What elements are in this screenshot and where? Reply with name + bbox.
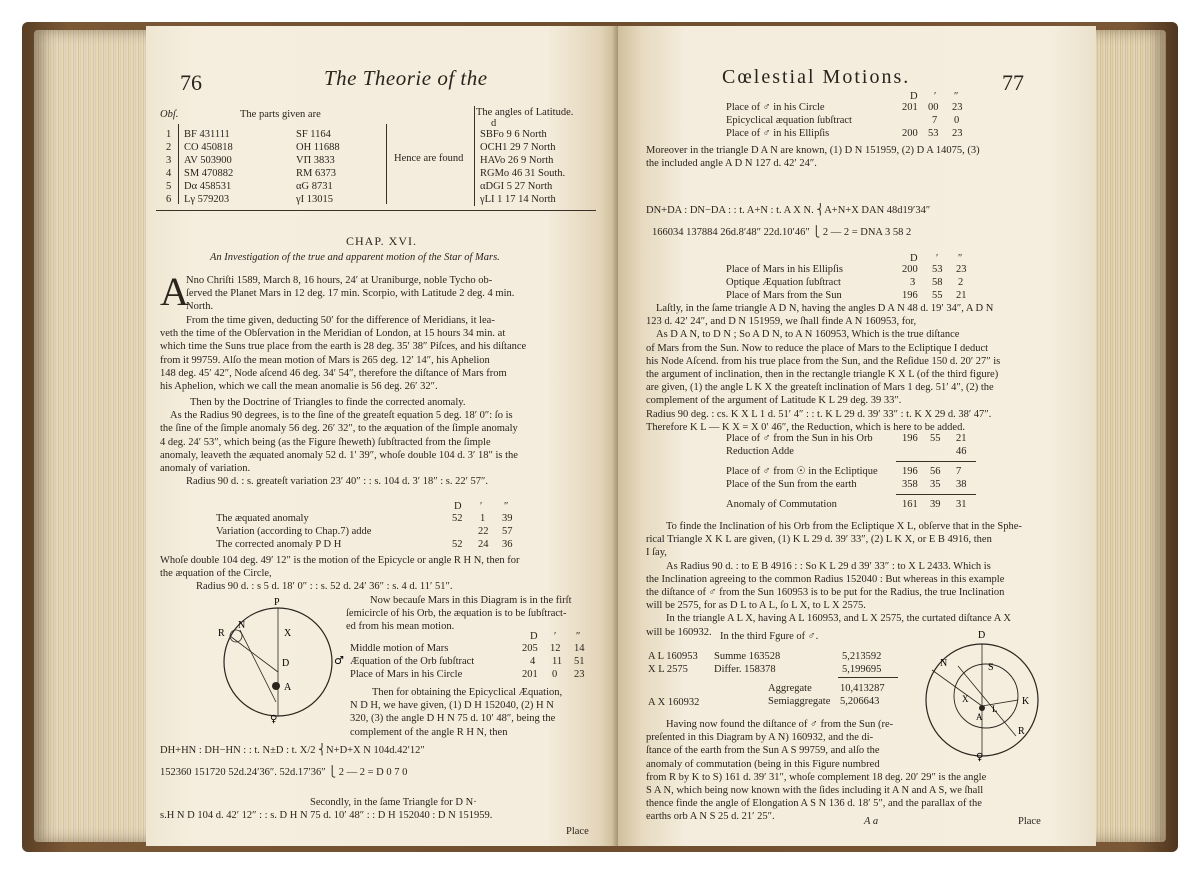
text-line: S A N, which being now known with the ſides including it A N and A S, we ſhall bbox=[646, 785, 984, 797]
row-label: Place of ♂ in his Ellipſis bbox=[726, 128, 830, 139]
parts-b-row: OH 11688 bbox=[296, 142, 340, 153]
cell: 56 bbox=[930, 466, 941, 477]
text-line: the diſtance of ♂ from the Sun 160953 is to be put for the Radius, the true Inclination bbox=[646, 587, 1005, 599]
cell: 24 bbox=[478, 539, 489, 550]
fig-label: R bbox=[218, 628, 225, 639]
row-label: The corrected anomaly P D H bbox=[216, 539, 342, 550]
text-line: rical Triangle X K L are given, (1) K L 29 d. 39′ 33″, (2) L K X, or E B 4916, then bbox=[646, 534, 992, 546]
text-line: anomaly of variation. bbox=[160, 463, 251, 475]
text-line: from it 99759. Alſo the mean motion of Mars is 265 deg. 12′ 14″, his Aphelion bbox=[160, 354, 490, 366]
sun-mark bbox=[272, 682, 280, 690]
row-label: Epicyclical æquation ſubſtract bbox=[726, 115, 852, 126]
sum-rule bbox=[838, 677, 898, 678]
semiaggregate-value: 5,206643 bbox=[840, 696, 880, 707]
col-head: D bbox=[910, 253, 918, 264]
cell: 23 bbox=[952, 102, 963, 113]
cell: 52 bbox=[452, 513, 463, 524]
cell: 200 bbox=[902, 264, 918, 275]
text-line: Secondly, in the ſame Triangle for D N· bbox=[310, 797, 477, 808]
drop-cap: A bbox=[160, 269, 189, 314]
parts-a-row: Lγ 579203 bbox=[184, 194, 230, 205]
text-line: will be 160932. bbox=[646, 626, 712, 638]
paragraph bbox=[186, 274, 514, 314]
text-line: 320, (3) the angle D H N 75 d. 10′ 48″, being the bbox=[350, 713, 556, 725]
fig-label: A bbox=[284, 682, 292, 693]
parts-b-row: SF 1164 bbox=[296, 129, 331, 140]
text-line: of Mars from the Sun. Now to reduce the place of Mars to the Ecliptique I deduct bbox=[646, 342, 989, 354]
angles-heading: The angles of Latitude. bbox=[476, 107, 574, 118]
catchword: Place bbox=[1018, 816, 1041, 827]
cell: 21 bbox=[956, 290, 967, 301]
parts-a-row: Dα 458531 bbox=[184, 181, 232, 192]
text-line: preſented in this Diagram by A N) 160932, and the di- bbox=[646, 732, 874, 744]
row-label: Æquation of the Orb ſubſtract bbox=[350, 656, 475, 667]
text-line: To finde the Inclination of his Orb from the Ecliptique X L, obſerve that in the Sphe- bbox=[666, 521, 1022, 532]
parts-a-row: CO 450818 bbox=[184, 142, 233, 153]
text-line: N D H, we have given, (1) D H 152040, (2) H N bbox=[350, 700, 554, 712]
cell: 39 bbox=[502, 513, 513, 524]
text-line: his Aphelion, which we call the mean anomalie is 56 deg. 26′ 32″. bbox=[160, 381, 438, 393]
parts-b-column bbox=[296, 128, 340, 206]
text-line: As the Radius 90 degrees, is to the ſine of the greateſt equation 5 deg. 18′ 0″: ſo is bbox=[170, 410, 513, 422]
fig-label: L bbox=[992, 704, 998, 714]
col-head: ″ bbox=[954, 91, 959, 102]
row-label: Optique Æquation ſubſtract bbox=[726, 277, 841, 288]
formula-line: DN+DA : DN−DA : : t. A+N : t. A X N. ⎨A+N+X DAN 48d19′34″ bbox=[646, 205, 931, 216]
paragraph bbox=[160, 396, 518, 488]
parts-heading: The parts given are bbox=[240, 109, 321, 120]
sum-rule bbox=[896, 461, 976, 462]
text-line: are given, (1) the angle L K X the greateſt inclination of Mars 1 deg. 51′ 4″, (2) the bbox=[646, 382, 994, 394]
obs-row: 4 bbox=[166, 168, 172, 179]
cell: 55 bbox=[932, 290, 943, 301]
paragraph bbox=[350, 686, 562, 739]
text-line: which time the Suns true place from the earth is 28 deg. 35′ 38″ Piſces, and his diſtance bbox=[160, 341, 527, 353]
cell: 201 bbox=[522, 669, 538, 680]
fig-label: K bbox=[1022, 696, 1030, 707]
orbit-diagram bbox=[216, 594, 346, 724]
obs-row: 5 bbox=[166, 181, 172, 192]
text-line: 4 deg. 24′ 53″, which being (as the Figure ſheweth) ſubſtracted from the ſimple bbox=[160, 436, 491, 448]
parts-a-column bbox=[184, 128, 233, 206]
sum-xl: X L 2575 bbox=[648, 664, 688, 675]
cell: 358 bbox=[902, 479, 918, 490]
cell: 53 bbox=[932, 264, 943, 275]
cell: 205 bbox=[522, 643, 538, 654]
paragraph bbox=[646, 302, 1000, 434]
cell: 3 bbox=[910, 277, 916, 288]
sun-mark bbox=[979, 705, 985, 711]
cell: 35 bbox=[930, 479, 941, 490]
text-line: ſerved the Planet Mars in 12 deg. 17 min. Scorpio, with Latitude 2 deg. 4 min. bbox=[186, 288, 515, 300]
paragraph bbox=[160, 314, 526, 393]
text-line: anomaly, leaveth the æquated anomaly 52 d. 1′ 39″, whoſe double 104 d. 3′ 18″ is the bbox=[160, 449, 518, 461]
fig-label: X bbox=[962, 694, 969, 704]
text-line: Having now found the diſtance of ♂ from the Sun (re- bbox=[666, 719, 894, 730]
parts-b-row: αG 8731 bbox=[296, 181, 333, 192]
text-line: the included angle A D N 127 d. 42′ 24″. bbox=[646, 158, 817, 170]
text-line: thence finde the angle of Elongation A S N 136 d. 18′ 5″, and the parallax of the bbox=[646, 798, 982, 810]
text-line: Nno Chriſti 1589, March 8, 16 hours, 24′ at Uraniburge, noble Tycho ob- bbox=[186, 275, 493, 286]
sum-al: A L 160953 bbox=[648, 651, 698, 662]
commutation-table bbox=[726, 432, 986, 511]
fig-label: S bbox=[988, 662, 994, 673]
cell: 196 bbox=[902, 466, 918, 477]
text-line: As Radius 90 d. : to E B 4916 : : So K L 29 d 39′ 33″ : to X L 2433. Which is bbox=[666, 560, 991, 572]
angles-sub: d bbox=[491, 118, 497, 129]
anomaly-table bbox=[196, 500, 516, 551]
aggregate-label: Aggregate bbox=[768, 683, 812, 694]
angles-row: OCH1 29 7 North bbox=[480, 142, 556, 153]
page-edges-left bbox=[34, 30, 158, 842]
fig-label: R bbox=[1018, 726, 1025, 737]
cell: 4 bbox=[530, 656, 536, 667]
sum-rule bbox=[896, 494, 976, 495]
text-line: the ſine of the ſimple anomaly 56 deg. 26′ 32″, to the æquation of the ſimple anomaly bbox=[160, 423, 518, 435]
row-label: Place of ♂ from the Sun in his Orb bbox=[726, 433, 873, 444]
cell: 22 bbox=[478, 526, 489, 537]
left-page bbox=[146, 26, 618, 846]
text-line: As D A N, to D N ; So A D N, to A N 160953, Which is the true diſtance bbox=[656, 329, 960, 341]
cell: 00 bbox=[928, 102, 939, 113]
parts-a-row: AV 503900 bbox=[184, 155, 232, 166]
cell: 58 bbox=[932, 277, 943, 288]
col-head: ′ bbox=[934, 91, 937, 102]
paragraph bbox=[646, 144, 980, 170]
paragraph bbox=[646, 520, 1022, 639]
chapter-title: CHAP. XVI. bbox=[346, 234, 418, 248]
text-line: Whoſe double 104 deg. 49′ 12″ is the motion of the Epicycle or angle R H N, then for bbox=[160, 555, 520, 566]
radius-line bbox=[230, 636, 278, 672]
fig-label: P bbox=[274, 597, 280, 608]
text-line: will be 2575, for as D L to A L, ſo L X, to L X 2575. bbox=[646, 600, 866, 612]
angles-column bbox=[480, 128, 565, 206]
obs-row: 1 bbox=[166, 129, 172, 140]
cell: 36 bbox=[502, 539, 513, 550]
row-label: Place of Mars in his Circle bbox=[350, 669, 463, 680]
formula-line: DH+HN : DH−HN : : t. N±D : t. X/2 ⎨N+D+X N 104d.42′12″ bbox=[160, 745, 425, 756]
parts-a-row: BF 431111 bbox=[184, 129, 230, 140]
col-head: ′ bbox=[554, 631, 557, 642]
cell: 52 bbox=[452, 539, 463, 550]
left-running-head: The Theorie of the bbox=[324, 66, 488, 90]
table-bottom-rule bbox=[156, 210, 596, 211]
row-label: Place of Mars from the Sun bbox=[726, 290, 842, 301]
figure-caption: In the third Fgure of ♂. bbox=[720, 631, 819, 642]
text-line: ſtance of the earth from the Sun A S 99759, and alſo the bbox=[646, 745, 880, 757]
text-line: complement of the argument of Latitude K L 29 deg. 39 33″. bbox=[646, 395, 902, 407]
text-line: the æquation of the Circle, bbox=[160, 568, 272, 580]
angles-row: RGMo 46 31 South. bbox=[480, 168, 566, 179]
parts-b-row: γI 13015 bbox=[296, 194, 334, 205]
row-label: Reduction Adde bbox=[726, 446, 794, 457]
row-label: Place of Mars in his Ellipſis bbox=[726, 264, 843, 275]
col-head: ″ bbox=[576, 631, 581, 642]
text-line: From the time given, deducting 50′ for the difference of Meridians, it lea- bbox=[186, 315, 495, 326]
col-head: ′ bbox=[480, 501, 483, 512]
text-line: Laſtly, in the ſame triangle A D N, having the angles D A N 48 d. 19′ 34″, A D N bbox=[656, 303, 994, 314]
text-line: ed from his mean motion. bbox=[346, 621, 455, 633]
mars-symbol-icon: ♂ bbox=[334, 654, 344, 667]
cell: 14 bbox=[574, 643, 585, 654]
semiaggregate-label: Semiaggregate bbox=[768, 696, 831, 707]
text-line: Radius 90 d. : s 5 d. 18′ 0″ : : s. 52 d. 24′ 36″ : s. 4 d. 11′ 51″. bbox=[196, 581, 453, 593]
venus-symbol-icon: ♀ bbox=[976, 752, 984, 762]
text-line: Therefore K L — K X = X 0′ 46″, the Reduction, which is here to be added. bbox=[646, 421, 965, 433]
obs-label: Obſ. bbox=[160, 109, 179, 120]
cell: 200 bbox=[902, 128, 918, 139]
paragraph bbox=[346, 594, 572, 634]
cell: 0 bbox=[954, 115, 960, 126]
ellipsis-table bbox=[726, 252, 986, 302]
angles-row: γLI 1 17 14 North bbox=[480, 194, 556, 205]
row-label: Anomaly of Commutation bbox=[726, 499, 837, 510]
text-line: anomaly of commutation (being in this Figure numbred bbox=[646, 758, 880, 770]
text-line: the argument of inclination, then in the rectangle triangle K X L (of the third figure) bbox=[646, 369, 999, 381]
parts-b-row: RM 6373 bbox=[296, 168, 336, 179]
formula-line: 152360 151720 52d.24′36″. 52d.17′36″ ⎩ 2 — 2 = D 0 7 0 bbox=[160, 767, 408, 778]
row-label: Place of ♂ from ☉ in the Ecliptique bbox=[726, 466, 878, 477]
cell: 196 bbox=[902, 433, 918, 444]
paragraph bbox=[646, 718, 986, 824]
formula-line: 166034 137884 26d.8′48″ 22d.10′46″ ⎩ 2 — 2 = DNA 3 58 2 bbox=[652, 227, 912, 238]
row-label: The æquated anomaly bbox=[216, 513, 309, 524]
obs-row: 6 bbox=[166, 194, 172, 205]
angles-row: HAVo 26 9 North bbox=[480, 155, 554, 166]
cell: 51 bbox=[574, 656, 585, 667]
text-line: his Node Aſcend. from his true place from the Sun, and the Reſidue 150 d. 20′ 27″ is bbox=[646, 355, 1001, 367]
text-line: s.H N D 104 d. 42′ 12″ : : s. D H N 75 d. 10′ 48″ : : D H 152040 : D N 151959. bbox=[160, 810, 493, 822]
right-running-head: Cœlestial Motions. bbox=[722, 66, 911, 88]
cell: 201 bbox=[902, 102, 918, 113]
text-line: ſemicircle of his Orb, the æquation is to be ſubſtract- bbox=[346, 608, 567, 620]
row-label: Middle motion of Mars bbox=[350, 643, 449, 654]
cell: 1 bbox=[480, 513, 486, 524]
text-line: from R by K to S) 161 d. 39′ 31″, whoſe complement 18 deg. 20′ 29″ is the angle bbox=[646, 771, 987, 783]
paragraph bbox=[160, 796, 492, 822]
fig-label: D bbox=[282, 658, 290, 669]
cell: 39 bbox=[930, 499, 941, 510]
fig-label: N bbox=[940, 658, 948, 669]
table-rule bbox=[178, 124, 179, 204]
cell: 31 bbox=[956, 499, 967, 510]
radius-line bbox=[932, 670, 982, 706]
found-label: Hence are found bbox=[394, 153, 464, 164]
text-line: complement of the angle R H N, then bbox=[350, 726, 508, 738]
fig-label: X bbox=[284, 628, 292, 639]
col-head: ′ bbox=[936, 253, 939, 264]
text-line: Radius 90 deg. : cs. K X L 1 d. 51′ 4″ : : t. K L 29 d. 39′ 33″ : t. K X 29 d. 38′ 47″. bbox=[646, 408, 992, 420]
cell: 161 bbox=[902, 499, 918, 510]
obs-numbers bbox=[166, 128, 171, 206]
cell: 2 bbox=[958, 277, 964, 288]
signature-mark: A a bbox=[864, 816, 879, 827]
text-line: In the triangle A L X, having A L 160953, and L X 2575, the curtated diſtance A X bbox=[666, 613, 1011, 625]
text-line: the Inclination agreeing to the common Radius 152040 : But whereas in this example bbox=[646, 573, 1005, 585]
paragraph bbox=[160, 554, 520, 594]
fig-label: D bbox=[978, 630, 986, 641]
right-page-number: 77 bbox=[1002, 70, 1024, 95]
cell: 38 bbox=[956, 479, 967, 490]
sum-log1: 5,213592 bbox=[842, 651, 882, 662]
text-line: 123 d. 42′ 24″, and D N 151959, we ſhall finde A N 160953, for, bbox=[646, 316, 917, 328]
col-head: ″ bbox=[504, 501, 509, 512]
angles-row: SBFo 9 6 North bbox=[480, 129, 547, 140]
fig-label: A bbox=[976, 712, 983, 722]
col-head: D bbox=[530, 631, 538, 642]
text-line: 148 deg. 45′ 42″, Node aſcend 46 deg. 34′ 54″, therefore the diſtance of Mars from bbox=[160, 367, 507, 379]
cell: 23 bbox=[574, 669, 585, 680]
sum-log2: 5,199695 bbox=[842, 664, 882, 675]
page-edges-right bbox=[1086, 30, 1166, 842]
cell: 57 bbox=[502, 526, 513, 537]
sum-summe: Summe 163528 bbox=[714, 651, 781, 662]
parts-b-row: VΠ 3833 bbox=[296, 155, 335, 166]
venus-symbol-icon: ♀ bbox=[270, 714, 278, 724]
table-rule bbox=[474, 106, 475, 206]
obs-row: 2 bbox=[166, 142, 172, 153]
orb-table bbox=[350, 630, 590, 681]
text-line: earths orb A N S 25 d. 21′ 25″. bbox=[646, 811, 775, 823]
right-page bbox=[618, 26, 1096, 846]
cell: 55 bbox=[930, 433, 941, 444]
cell: 46 bbox=[956, 446, 967, 457]
cell: 23 bbox=[952, 128, 963, 139]
text-line: Then for obtaining the Epicyclical Æquation, bbox=[372, 687, 563, 698]
col-head: D bbox=[454, 501, 462, 512]
cell: 0 bbox=[552, 669, 558, 680]
text-line: veth the time of the Obſervation in the Meridian of London, at 15 hours 34 min. at bbox=[160, 328, 506, 340]
cell: 21 bbox=[956, 433, 967, 444]
cell: 23 bbox=[956, 264, 967, 275]
chapter-subtitle: An Investigation of the true and apparent motion of the Star of Mars. bbox=[210, 252, 500, 263]
cell: 12 bbox=[550, 643, 561, 654]
cell: 53 bbox=[928, 128, 939, 139]
aggregate-value: 10,413287 bbox=[840, 683, 885, 694]
cell: 196 bbox=[902, 290, 918, 301]
parts-a-row: SM 470882 bbox=[184, 168, 234, 179]
cell: 7 bbox=[932, 115, 938, 126]
open-book bbox=[22, 22, 1178, 852]
sum-differ: Differ. 158378 bbox=[714, 664, 776, 675]
sum-ax: A X 160932 bbox=[648, 697, 700, 708]
left-page-number: 76 bbox=[180, 70, 202, 95]
text-line: I ſay, bbox=[646, 547, 667, 559]
cell: 11 bbox=[552, 656, 563, 667]
table-rule bbox=[386, 124, 387, 204]
text-line: Then by the Doctrine of Triangles to finde the corrected anomaly. bbox=[190, 397, 466, 408]
row-label: Place of the Sun from the earth bbox=[726, 479, 857, 490]
col-head: D bbox=[910, 91, 918, 102]
catchword: Place bbox=[566, 826, 589, 837]
row-label: Place of ♂ in his Circle bbox=[726, 102, 825, 113]
text-line: Radius 90 d. : s. greateſt variation 23′ 40″ : : s. 104 d. 3′ 18″ : s. 22′ 57″. bbox=[186, 476, 489, 488]
text-line: North. bbox=[186, 301, 214, 313]
circle-table bbox=[726, 90, 986, 140]
text-line: Moreover in the triangle D A N are known, (1) D N 151959, (2) D A 14075, (3) bbox=[646, 145, 980, 156]
row-label: Variation (according to Chap.7) adde bbox=[216, 526, 372, 537]
text-line: Now becauſe Mars in this Diagram is in the firſt bbox=[370, 595, 572, 606]
col-head: ″ bbox=[958, 253, 963, 264]
angles-row: αDGI 5 27 North bbox=[480, 181, 553, 192]
fig-label: N bbox=[238, 620, 246, 631]
cell: 7 bbox=[956, 466, 962, 477]
obs-row: 3 bbox=[166, 155, 172, 166]
